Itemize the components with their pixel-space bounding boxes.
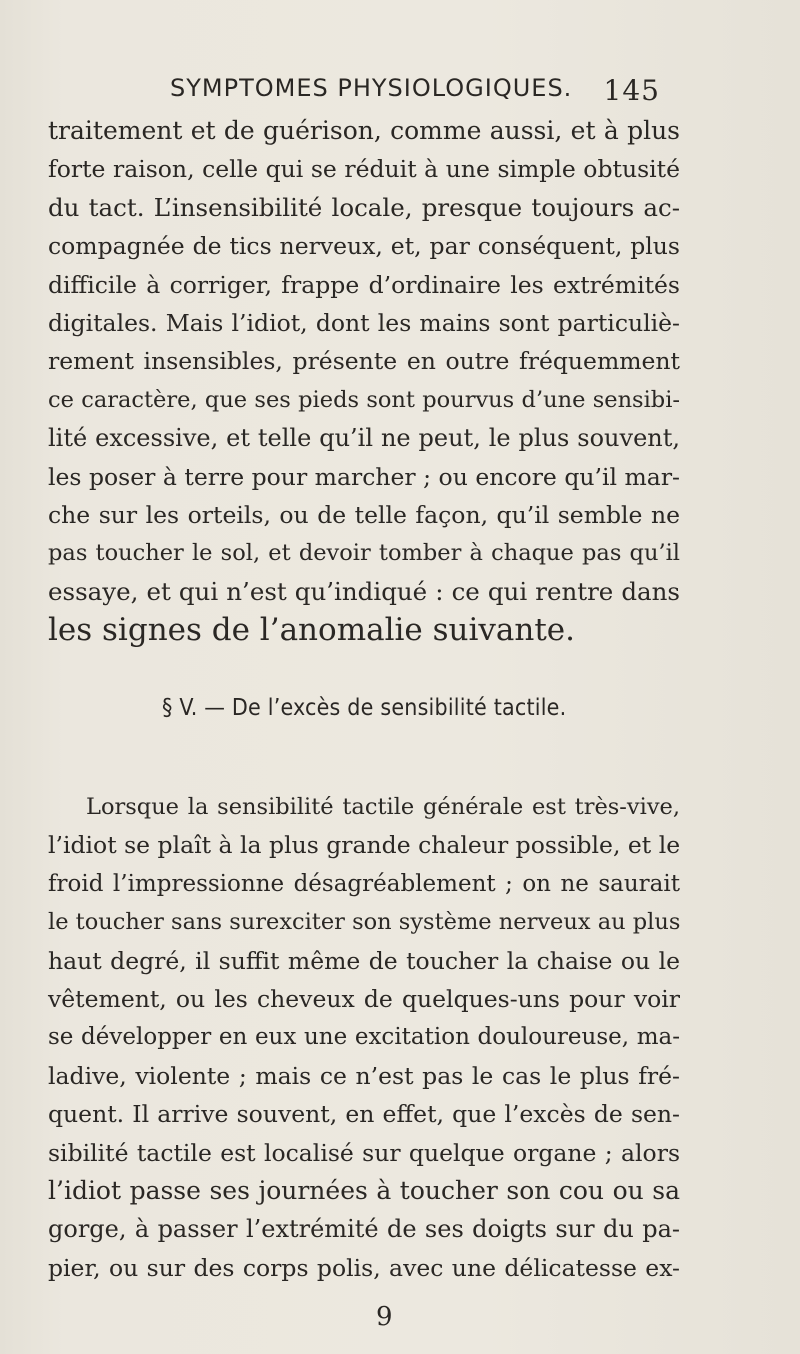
section-heading: § V. — De l’excès de sensibilité tactile. (162, 695, 567, 721)
text-line: froid l’impressionne désagréablement ; on ne saurait (48, 870, 680, 897)
text-line: compagnée de tics nerveux, et, par conséquent, plus (48, 232, 680, 261)
text-line: l’idiot passe ses journées à toucher son cou ou sa (48, 1175, 680, 1205)
text-line: forte raison, celle qui se réduit à une simple obtusité (48, 155, 680, 184)
text-line: ce caractère, que ses pieds sont pourvus d’une sensibi- (48, 386, 680, 413)
text-line: lité excessive, et telle qu’il ne peut, le plus souvent, (48, 424, 680, 453)
text-line: pier, ou sur des corps polis, avec une délicatesse ex- (48, 1253, 680, 1282)
text-line: les signes de l’anomalie suivante. (48, 612, 575, 649)
text-line: ladive, violente ; mais ce n’est pas le cas le plus fré- (48, 1061, 680, 1090)
paragraph-main (48, 788, 680, 1287)
running-title: SYMPTOMES PHYSIOLOGIQUES. (170, 74, 573, 102)
text-line: traitement et de guérison, comme aussi, et à plus (48, 116, 680, 145)
text-line: gorge, à passer l’extrémité de ses doigts sur du pa- (48, 1215, 680, 1244)
text-line: Lorsque la sensibilité tactile générale est très-vive, (86, 794, 680, 820)
page-number: 145 (603, 74, 660, 107)
text-line: sibilité tactile est localisé sur quelque organe ; alors (48, 1138, 680, 1167)
signature-mark: 9 (376, 1302, 393, 1332)
text-line: digitales. Mais l’idiot, dont les mains sont particuliè- (48, 308, 680, 337)
text-line: essaye, et qui n’est qu’indiqué : ce qui rentre dans (48, 576, 680, 606)
text-line: du tact. L’insensibilité locale, presque toujours ac- (48, 192, 680, 222)
text-line: se développer en eux une excitation douloureuse, ma- (48, 1024, 680, 1051)
text-line: vêtement, ou les cheveux de quelques-uns pour voir (48, 984, 680, 1013)
paragraph-continuation (48, 112, 680, 649)
text-line: l’idiot se plaît à la plus grande chaleur possible, et le (48, 831, 681, 860)
text-line: quent. Il arrive souvent, en effet, que l’excès de sen- (48, 1100, 680, 1129)
text-line: les poser à terre pour marcher ; ou encore qu’il mar- (48, 462, 680, 491)
text-line: le toucher sans surexciter son système nerveux au plus (48, 909, 681, 936)
text-line: rement insensibles, présente en outre fréquemment (48, 347, 680, 376)
text-line: che sur les orteils, ou de telle façon, qu’il semble ne (48, 500, 680, 529)
text-line: pas toucher le sol, et devoir tomber à chaque pas qu’il (48, 540, 680, 567)
text-line: difficile à corriger, frappe d’ordinaire les extrémités (48, 270, 680, 299)
text-line: haut degré, il suffit même de toucher la chaise ou le (48, 946, 680, 975)
running-head (170, 74, 660, 108)
